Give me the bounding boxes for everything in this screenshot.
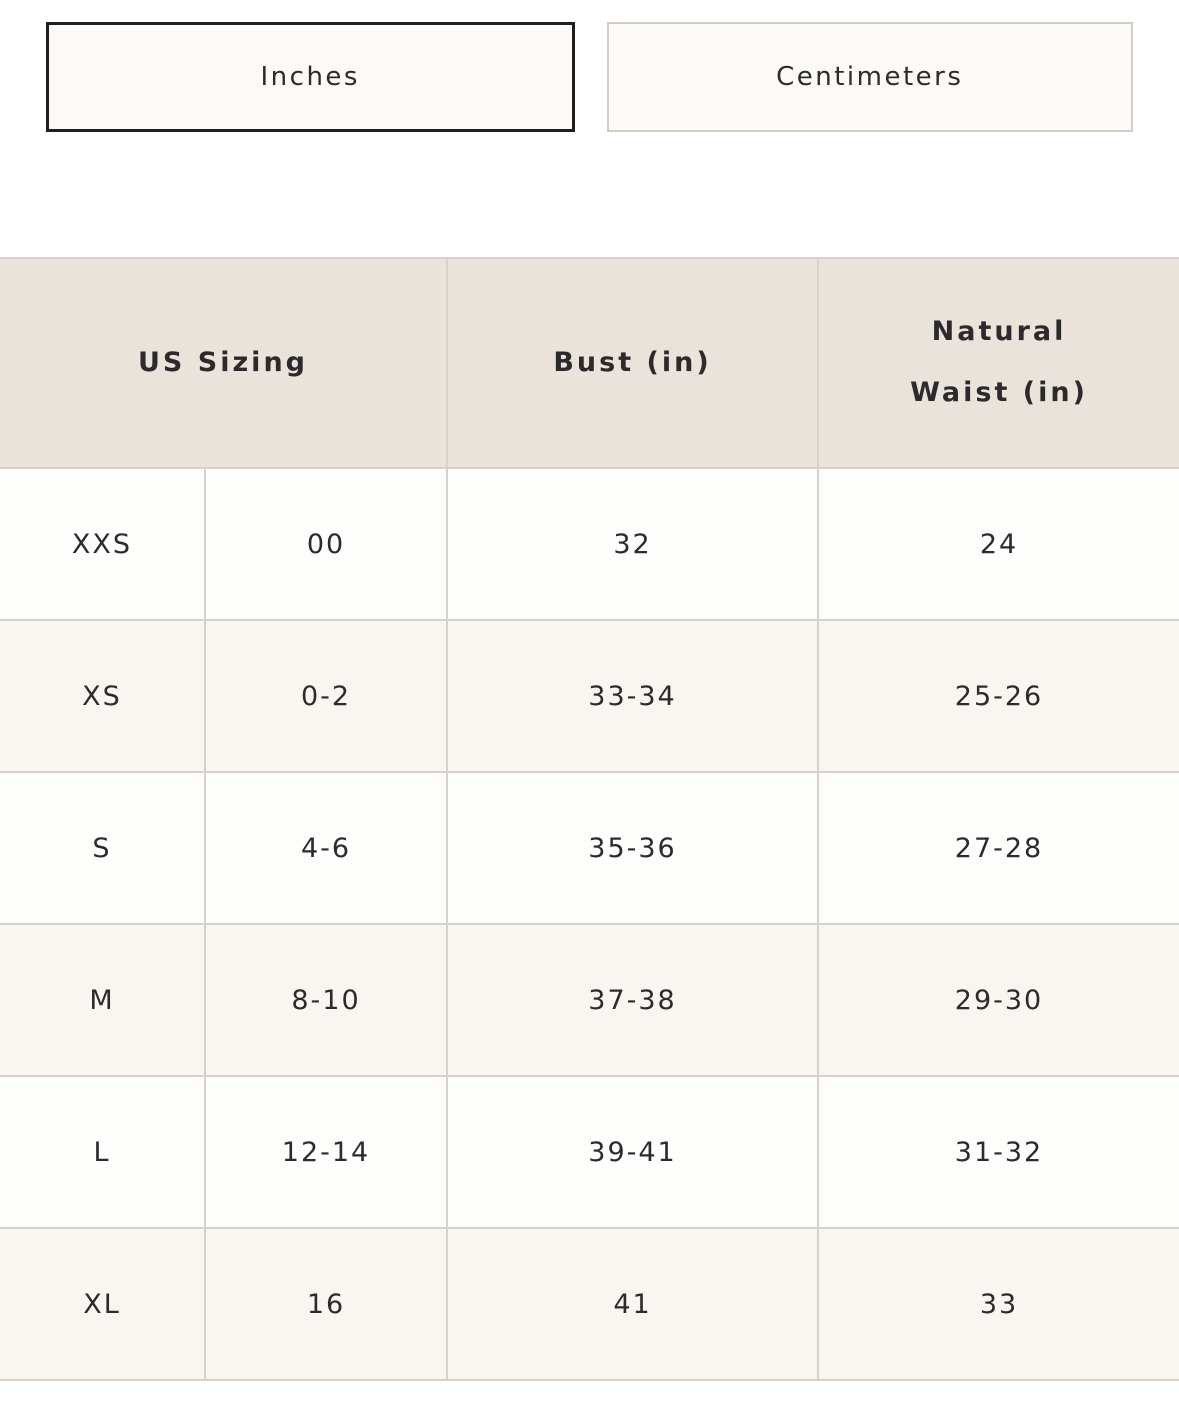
size-label-cell: S bbox=[0, 772, 205, 924]
waist-cell: 24 bbox=[818, 468, 1179, 620]
us-size-cell: 4-6 bbox=[205, 772, 447, 924]
column-header-bust bbox=[447, 258, 818, 468]
table-row bbox=[0, 1228, 1179, 1380]
bust-cell: 41 bbox=[447, 1228, 818, 1380]
size-chart-table bbox=[0, 257, 1179, 1381]
us-size-cell: 8-10 bbox=[205, 924, 447, 1076]
column-header-natural-waist bbox=[818, 258, 1179, 468]
column-header-us-sizing bbox=[0, 258, 447, 468]
size-chart bbox=[0, 257, 1179, 1381]
column-header-label: US Sizing bbox=[138, 346, 308, 378]
waist-cell: 27-28 bbox=[818, 772, 1179, 924]
table-row bbox=[0, 924, 1179, 1076]
bust-cell: 35-36 bbox=[447, 772, 818, 924]
column-header-label: Natural Waist (in) bbox=[910, 316, 1088, 408]
waist-cell: 31-32 bbox=[818, 1076, 1179, 1228]
waist-cell: 29-30 bbox=[818, 924, 1179, 1076]
size-label-cell: M bbox=[0, 924, 205, 1076]
column-header-label: Bust (in) bbox=[553, 346, 712, 378]
bust-cell: 33-34 bbox=[447, 620, 818, 772]
size-label-cell: XL bbox=[0, 1228, 205, 1380]
table-row bbox=[0, 1076, 1179, 1228]
us-size-cell: 16 bbox=[205, 1228, 447, 1380]
unit-toggle bbox=[0, 0, 1179, 132]
bust-cell: 37-38 bbox=[447, 924, 818, 1076]
table-row bbox=[0, 468, 1179, 620]
table-row bbox=[0, 620, 1179, 772]
size-label-cell: XXS bbox=[0, 468, 205, 620]
waist-cell: 25-26 bbox=[818, 620, 1179, 772]
us-size-cell: 0-2 bbox=[205, 620, 447, 772]
bust-cell: 39-41 bbox=[447, 1076, 818, 1228]
size-label-cell: L bbox=[0, 1076, 205, 1228]
size-label-cell: XS bbox=[0, 620, 205, 772]
waist-cell: 33 bbox=[818, 1228, 1179, 1380]
us-size-cell: 12-14 bbox=[205, 1076, 447, 1228]
header-row bbox=[0, 258, 1179, 468]
inches-toggle-button[interactable]: Inches bbox=[46, 22, 575, 132]
bust-cell: 32 bbox=[447, 468, 818, 620]
centimeters-toggle-button[interactable]: Centimeters bbox=[607, 22, 1134, 132]
table-row bbox=[0, 772, 1179, 924]
us-size-cell: 00 bbox=[205, 468, 447, 620]
